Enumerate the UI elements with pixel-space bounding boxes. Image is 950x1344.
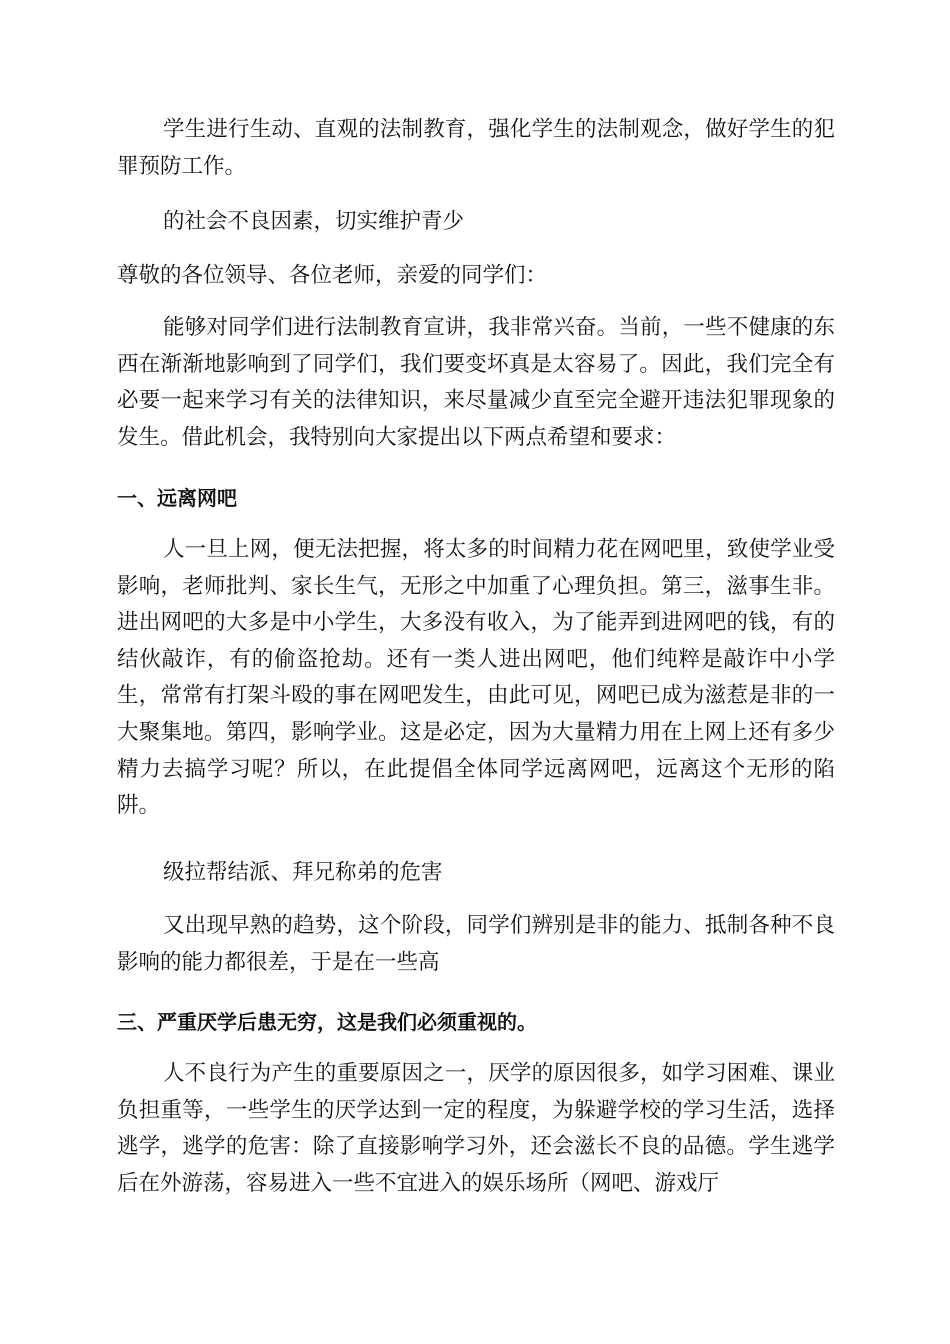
section-heading-internet-cafe: 一、远离网吧 — [117, 486, 237, 510]
paragraph-opening-remarks: 能够对同学们进行法制教育宣讲，我非常兴奋。当前，一些不健康的东西在渐渐地影响到了同学们，我们要变坏真是太容易了。因此，我们完全有必要一起来学习有关的法律知识，来尽量减少直至完全避开违法犯罪现象的发生。借此机会，我特别向大家提出以下两点希望和要求： — [117, 315, 835, 450]
paragraph-social-factors: 的社会不良因素，切实维护青少 — [163, 209, 465, 234]
paragraph-internet-cafe-harms: 人一旦上网，便无法把握，将太多的时间精力花在网吧里，致使学业受影响，老师批判、家长生气，无形之中加重了心理负担。第三，滋事生非。进出网吧的大多是中小学生，大多没有收入，为了能弄到进网吧的钱，有的结伙敲诈，有的偷盗抢劫。还有一类人进出网吧，他们纯粹是敲诈中小学生，常常有打架斗殴的事在网吧发生，由此可见，网吧已成为滋惹是非的一大聚集地。第四，影响学业。这是必定，因为大量精力用在上网上还有多少精力去搞学习呢？所以，在此提倡全体同学远离网吧，远离这个无形的陷阱。 — [117, 537, 835, 819]
section-heading-truancy: 三、严重厌学后患无穷，这是我们必须重视的。 — [117, 1010, 537, 1034]
paragraph-early-maturity: 又出现早熟的趋势，这个阶段，同学们辨别是非的能力、抵制各种不良影响的能力都很差，于是在一些高 — [117, 913, 835, 975]
paragraph-law-education-intro: 学生进行生动、直观的法制教育，强化学生的法制观念，做好学生的犯罪预防工作。 — [117, 117, 835, 179]
paragraph-truancy-harms: 人不良行为产生的重要原因之一，厌学的原因很多，如学习困难、课业负担重等，一些学生的厌学达到一定的程度，为躲避学校的学习生活，选择逃学，逃学的危害：除了直接影响学习外，还会滋长不良的品德。学生逃学后在外游荡，容易进入一些不宜进入的娱乐场所（网吧、游戏厅 — [117, 1061, 835, 1196]
salutation: 尊敬的各位领导、各位老师，亲爱的同学们： — [117, 263, 548, 288]
paragraph-gang-harms: 级拉帮结派、拜兄称弟的危害 — [163, 860, 443, 885]
